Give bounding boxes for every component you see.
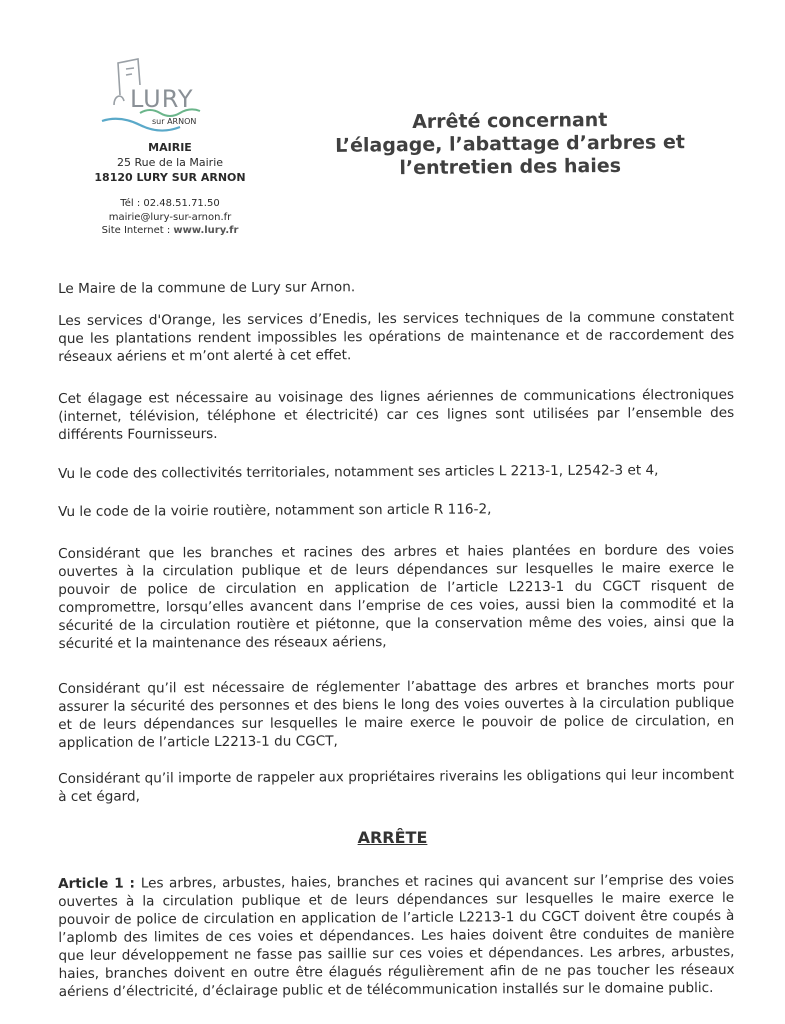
mairie-city: 18120 LURY SUR ARNON	[94, 171, 246, 184]
article-1-label: Article 1 :	[58, 875, 141, 892]
arrete-heading: ARRÊTE	[357, 828, 428, 847]
title-line-1: Arrêté concernant	[412, 108, 608, 134]
website	[60, 224, 280, 238]
paragraph-vu-voirie: Vu le code de la voirie routière, notamment son article R 116-2,	[58, 501, 492, 520]
contact-info	[60, 197, 280, 238]
logo-subtitle: sur ARNON	[152, 117, 197, 126]
mairie-name: MAIRIE	[148, 141, 192, 154]
paragraph-elagage: Cet élagage est nécessaire au voisinage des lignes aériennes de communications électroniques (internet, télévision, téléphone et électricité) car ces lignes sont utilisées par l’ensemble des différents Fournisseurs.	[58, 386, 735, 443]
paragraph-considerant-3: Considérant qu’il importe de rappeler aux propriétaires riverains les obligations qui leur incombent à cet égard,	[58, 766, 735, 805]
paragraph-considerant-2: Considérant qu’il est nécessaire de réglementer l’abattage des arbres et branches morts pour assurer la sécurité des personnes et des biens le long des voies ouvertes à la circulation publique et de leurs dépendances sur lesquelles le maire exerce le pouvoir de police de circulation, en application de l’article L2213-1 du CGCT,	[58, 676, 735, 751]
paragraph-services: Les services d'Orange, les services d’Enedis, les services techniques de la commune constatent que les plantations rendent impossibles les opérations de maintenance et de raccordement des réseaux aériens et m’ont alerté à cet effet.	[58, 308, 735, 365]
mairie-street: 25 Rue de la Mairie	[116, 156, 224, 169]
lury-logo	[100, 55, 225, 135]
website-label: Site Internet :	[101, 225, 174, 236]
phone: Tél : 02.48.51.71.50	[120, 198, 220, 209]
title-line-2: L’élagage, l’abattage d’arbres et	[335, 131, 685, 157]
paragraph-intro: Le Maire de la commune de Lury sur Arnon.	[58, 279, 356, 297]
title-line-3: l’entretien des haies	[399, 154, 622, 180]
logo-name: LURY	[130, 85, 194, 113]
email: mairie@lury-sur-arnon.fr	[108, 211, 232, 223]
paragraph-considerant-1: Considérant que les branches et racines des arbres et haies plantées en bordure des voies ouvertes à la circulation publique et de leurs dépendances sur lesquelles le maire exerce le pouvoir de police de circulation en application de l’article L2213-1 du CGCT risquent de compromettre, lorsqu’elles avancent dans l’emprise de ces voies, aussi bien la commodité et la sécurité de la circulation routière et piétonne, que la conservation même des voies, ainsi que la sécurité et la maintenance des réseaux aériens,	[58, 541, 735, 652]
article-1	[58, 871, 735, 1001]
document-title	[320, 108, 701, 181]
paragraph-vu-cgct: Vu le code des collectivités territoriales, notamment ses articles L 2213-1, L2542-3 et 4,	[58, 462, 659, 482]
website-url: www.lury.fr	[173, 225, 239, 236]
letterhead	[0, 0, 785, 260]
article-1-text: Les arbres, arbustes, haies, branches et racines qui avancent sur l’emprise des voies ouvertes à la circulation publique et de leurs dépendances sur lesquelles le maire exerce le pouvoir de police de circulation en application de l’article L2213-1 du CGCT doivent être coupés à l’aplomb des limites de ces voies et dépendances. Les haies doivent être conduites de manière que leur développement ne fasse pas saillie sur ces voies et dépendances. Les arbres, arbustes, haies, branches doivent en outre être élagués régulièrement afin de ne pas toucher les réseaux aériens d’électricité, d’éclairage public et de télécommunication installés sur le domaine public.	[58, 871, 735, 1000]
mairie-address	[60, 140, 280, 185]
